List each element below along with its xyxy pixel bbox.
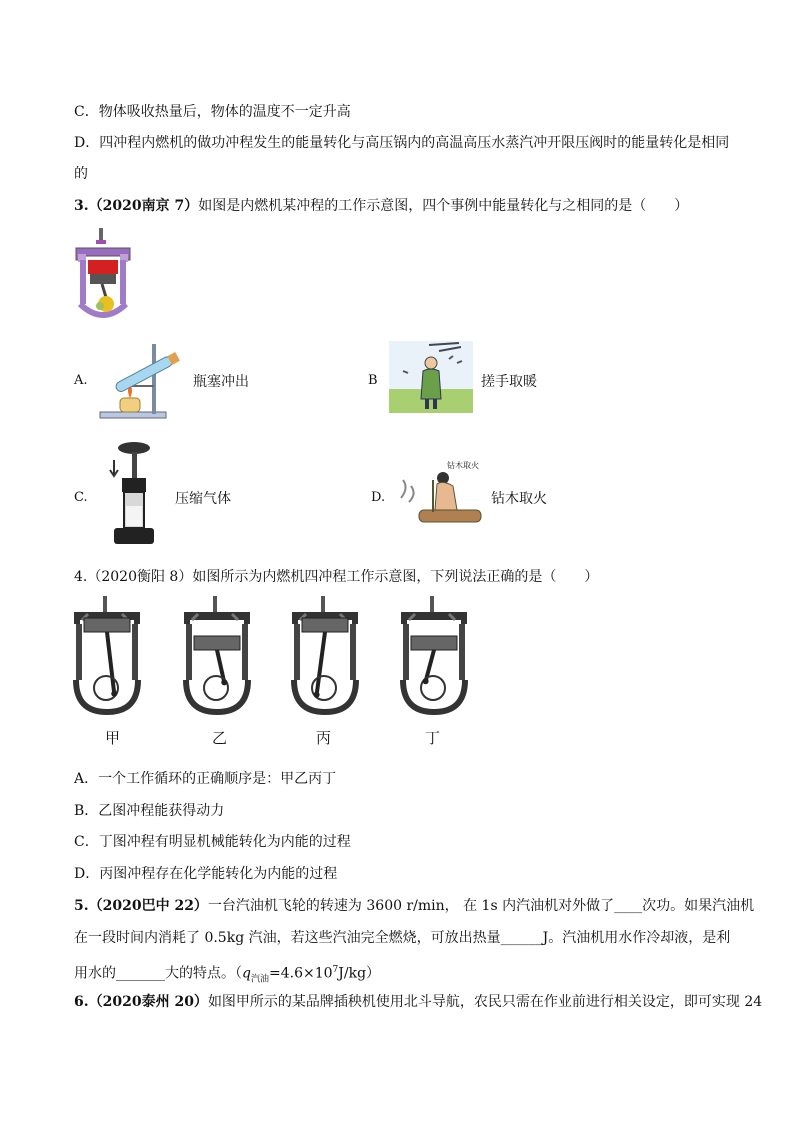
option-d-text: 钻木取火 <box>491 491 547 507</box>
option-a-letter: A. <box>74 373 88 388</box>
question-3 <box>74 196 688 216</box>
option-c-text: 压缩气体 <box>175 491 231 507</box>
question-5-line2: 在一段时间内消耗了 0.5kg 汽油，若这些汽油完全燃烧，可放出热量______J。汽油机用水作冷却液，是利 <box>74 930 731 946</box>
caption-bing: 丙 <box>316 729 332 747</box>
question-4-source: 4.（2020衡阳 8） <box>74 569 193 585</box>
option-c: C．物体吸收热量后，物体的温度不一定升高 <box>74 104 351 120</box>
engine-1 <box>184 596 250 712</box>
question-6-source: 6.（2020泰州 20） <box>74 994 208 1010</box>
q4-option-c: C．丁图冲程有明显机械能转化为内能的过程 <box>74 834 351 850</box>
engine-3 <box>401 596 467 712</box>
question-5-line3 <box>74 960 380 989</box>
question-5-source: 5.（2020巴中 22） <box>74 898 208 914</box>
option-d-letter: D. <box>371 490 386 505</box>
question-4-text: 如图所示为内燃机四冲程工作示意图，下列说法正确的是（ ） <box>192 569 599 585</box>
option-b-letter: B <box>368 373 378 388</box>
test-tube-heating-image <box>92 340 192 422</box>
engine-2 <box>292 596 358 712</box>
question-6-text: 如图甲所示的某品牌插秧机使用北斗导航，农民只需在作业前进行相关设定，即可实现 24 <box>207 994 763 1010</box>
drilling-wood-fire-image <box>399 458 485 532</box>
question-3-text: 如图是内燃机某冲程的工作示意图，四个事例中能量转化与之相同的是（ ） <box>198 198 689 214</box>
option-b-text: 搓手取暖 <box>481 374 537 390</box>
drilling-caption: 钻木取火 <box>447 461 479 470</box>
option-d-line2: 的 <box>74 166 88 182</box>
q5-exponent: 7 <box>332 965 339 975</box>
q4-option-d: D．丙图冲程存在化学能转化为内能的过程 <box>74 866 338 882</box>
air-compression-syringe-image <box>104 440 160 548</box>
option-a-text: 瓶塞冲出 <box>193 374 249 390</box>
option-d-line1: D．四冲程内燃机的做功冲程发生的能量转化与高压锅内的高温高压水蒸汽冲开限压阀时的能量转化是相同 <box>74 135 730 151</box>
q5-q-symbol: q <box>242 965 251 982</box>
caption-ding: 丁 <box>425 729 441 747</box>
q5-line3-text: 用水的_______大的特点。（ <box>74 965 242 982</box>
question-5-text: 一台汽油机飞轮的转速为 3600 r/min， 在 1s 内汽油机对外做了____次功。如果汽油机 <box>207 898 755 914</box>
rubbing-hands-image <box>389 341 473 413</box>
engine-diagram <box>72 226 134 326</box>
question-5-line1 <box>74 896 754 916</box>
q4-option-a: A．一个工作循环的正确顺序是：甲乙丙丁 <box>74 771 337 787</box>
caption-jia: 甲 <box>105 729 121 747</box>
caption-yi: 乙 <box>212 729 228 747</box>
question-3-source: 3.（2020南京 7） <box>74 198 199 214</box>
option-c-letter: C. <box>74 490 88 505</box>
engine-0 <box>74 596 140 712</box>
question-4 <box>74 567 598 587</box>
four-stroke-engine-diagrams <box>70 596 480 718</box>
q5-equals: =4.6×10 <box>268 965 333 982</box>
q5-q-subscript: 汽油 <box>250 974 269 985</box>
q4-option-b: B．乙图冲程能获得动力 <box>74 803 225 819</box>
question-6 <box>74 992 762 1012</box>
q5-unit: J/kg） <box>338 965 381 982</box>
